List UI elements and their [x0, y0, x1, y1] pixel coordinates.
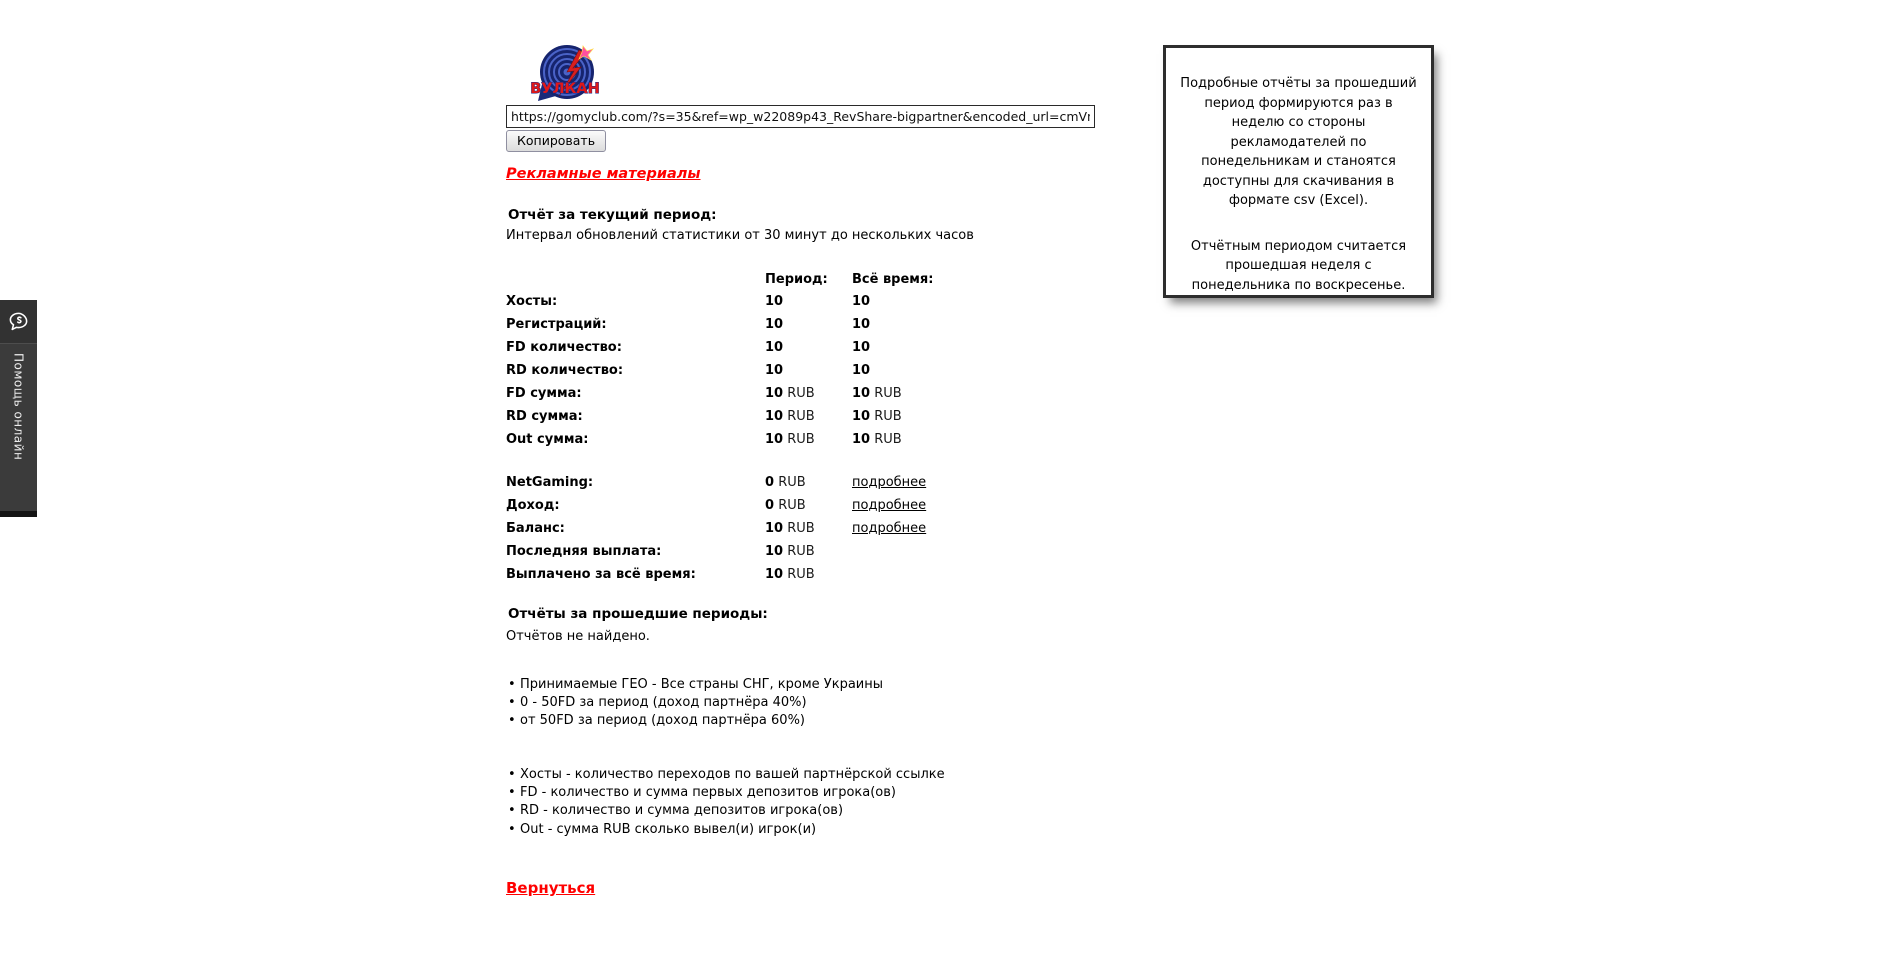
vulkan-logo	[527, 44, 603, 102]
info-paragraph-2: Отчётным периодом считается прошедшая неделя с понедельника по воскресенье.	[1190, 238, 1407, 293]
income-details-link[interactable]: подробнее	[852, 498, 927, 513]
past-reports-title: Отчёты за прошедшие периоды:	[508, 606, 768, 622]
column-alltime: Всё время:	[852, 272, 934, 287]
stats-row-out-sum: Out сумма: 10 RUB 10 RUB	[506, 432, 902, 447]
past-reports-empty: Отчётов не найдено.	[506, 629, 650, 644]
balance-details-link[interactable]: подробнее	[852, 521, 927, 536]
balance-row-income: Доход: 0 RUB подробнее	[506, 498, 927, 513]
glossary-list	[506, 766, 945, 839]
current-report-title: Отчёт за текущий период:	[508, 207, 717, 223]
column-period: Период:	[765, 272, 828, 287]
list-item: • Out - сумма RUB сколько вывел(и) игрок(и)	[506, 821, 945, 839]
list-item: • Хосты - количество переходов по вашей партнёрской ссылке	[506, 766, 945, 784]
netgaming-details-link[interactable]: подробнее	[852, 475, 927, 490]
referral-url-input[interactable]	[506, 105, 1095, 128]
balance-row-last-payout: Последняя выплата: 10 RUB	[506, 544, 815, 559]
stats-row-registrations: Регистраций: 10 10	[506, 317, 871, 332]
current-report-subtitle: Интервал обновлений статистики от 30 минут до нескольких часов	[506, 228, 974, 243]
stats-row-rd-count: RD количество: 10 10	[506, 363, 871, 378]
promo-materials-link[interactable]: Рекламные материалы	[506, 166, 701, 182]
list-item: • от 50FD за период (доход партнёра 60%)	[506, 712, 883, 730]
current-report-table	[506, 269, 982, 451]
balance-row-paid-total: Выплачено за всё время: 10 RUB	[506, 567, 815, 582]
list-item: • 0 - 50FD за период (доход партнёра 40%)	[506, 694, 883, 712]
copy-button[interactable]: Копировать	[506, 130, 606, 152]
info-paragraph-1: Подробные отчёты за прошедший период формируются раз в неделю со стороны рекламодателей по понедельникам и станоятся доступны для скачивания в формате csv (Excel).	[1180, 76, 1417, 208]
help-online-widget[interactable]	[0, 300, 37, 517]
balance-row-netgaming: NetGaming: 0 RUB подробнее	[506, 475, 927, 490]
help-online-label: Помощь онлайн	[11, 353, 26, 461]
stats-header-row	[506, 269, 982, 290]
stats-row-hosts: Хосты: 10 10	[506, 294, 871, 309]
balance-table	[506, 471, 982, 586]
stats-row-fd-sum: FD сумма: 10 RUB 10 RUB	[506, 386, 902, 401]
weekly-reports-info-box	[1163, 45, 1434, 298]
list-item: • Принимаемые ГЕО - Все страны СНГ, кроме Украины	[506, 676, 883, 694]
logo-text: ВУЛКАН	[530, 81, 600, 97]
stats-row-fd-count: FD количество: 10 10	[506, 340, 871, 355]
list-item: • FD - количество и сумма первых депозитов игрока(ов)	[506, 784, 945, 802]
chat-bubble-icon	[0, 300, 37, 344]
list-item: • RD - количество и сумма депозитов игрока(ов)	[506, 802, 945, 820]
stats-row-rd-sum: RD сумма: 10 RUB 10 RUB	[506, 409, 902, 424]
back-link[interactable]: Вернуться	[506, 879, 596, 897]
balance-row-balance: Баланс: 10 RUB подробнее	[506, 521, 927, 536]
conditions-list	[506, 676, 883, 731]
